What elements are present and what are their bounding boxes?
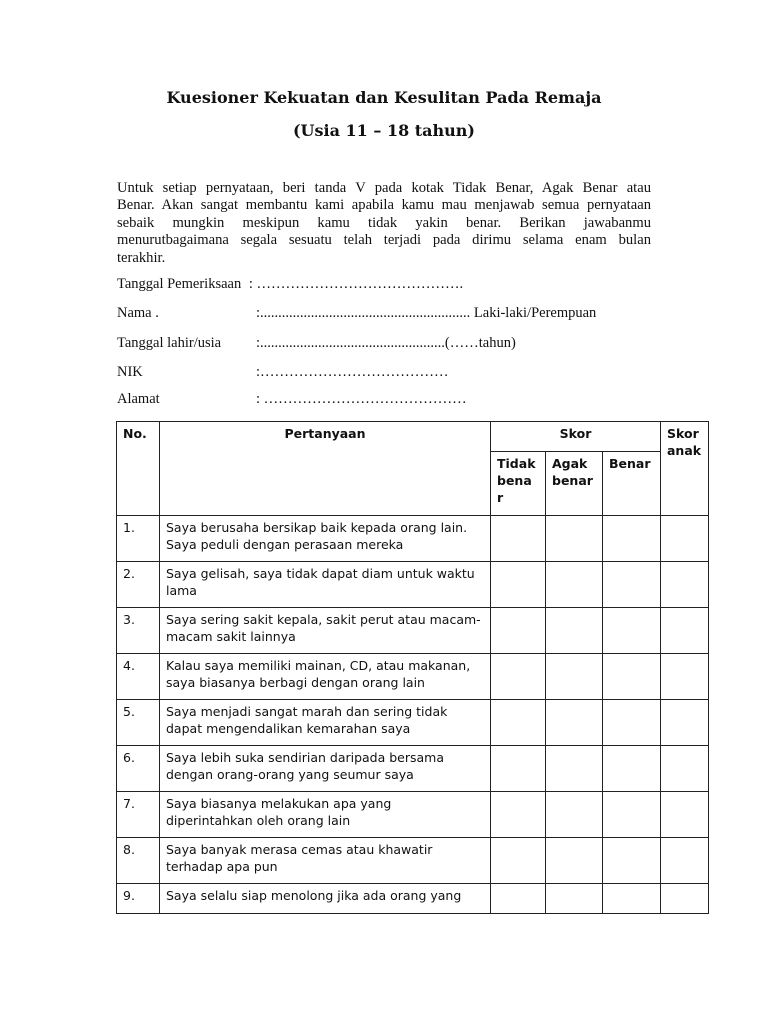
row-question	[160, 608, 491, 654]
header-somewhat-line: Agak	[552, 456, 588, 471]
child-score-cell[interactable]	[661, 700, 709, 746]
question-line: Saya banyak merasa cemas atau khawatir	[166, 842, 433, 857]
question-line: lama	[166, 583, 197, 598]
question-line: dapat mengendalikan kemarahan saya	[166, 721, 411, 736]
answer-cell-somewhat-true[interactable]	[546, 700, 603, 746]
field-label: Tanggal lahir/usia	[117, 335, 222, 351]
document-subtitle: (Usia 11 – 18 tahun)	[292, 121, 475, 140]
row-number: 5.	[117, 700, 160, 746]
questionnaire-table	[116, 421, 709, 914]
header-not-true-line: bena	[497, 473, 532, 488]
field-blank[interactable]: :.......................................................... Laki-laki/Perempuan	[256, 305, 597, 321]
question-line: macam sakit lainnya	[166, 629, 296, 644]
answer-cell-true[interactable]	[603, 516, 661, 562]
table-row	[117, 608, 709, 654]
row-number: 6.	[117, 746, 160, 792]
answer-cell-true[interactable]	[603, 608, 661, 654]
answer-cell-true[interactable]	[603, 746, 661, 792]
child-score-cell[interactable]	[661, 654, 709, 700]
table-row	[117, 562, 709, 608]
answer-cell-not-true[interactable]	[491, 562, 546, 608]
field-blank[interactable]: : ……………………………………	[256, 391, 467, 407]
answer-cell-not-true[interactable]	[491, 516, 546, 562]
answer-cell-somewhat-true[interactable]	[546, 516, 603, 562]
answer-cell-true[interactable]	[603, 654, 661, 700]
question-line: Saya berusaha bersikap baik kepada orang lain.	[166, 520, 468, 535]
table-row	[117, 516, 709, 562]
child-score-cell[interactable]	[661, 562, 709, 608]
row-number: 7.	[117, 792, 160, 838]
instructions-line: Untuk setiap pernyataan, beri tanda V pada kotak Tidak Benar, Agak Benar atau	[117, 180, 651, 196]
field-blank[interactable]: :…………………………………	[256, 364, 449, 380]
question-line: Saya biasanya melakukan apa yang	[166, 796, 392, 811]
answer-cell-not-true[interactable]	[491, 792, 546, 838]
row-number: 1.	[117, 516, 160, 562]
question-line: saya biasanya berbagi dengan orang lain	[166, 675, 425, 690]
row-number: 3.	[117, 608, 160, 654]
question-line: dengan orang-orang yang seumur saya	[166, 767, 414, 782]
question-line: Kalau saya memiliki mainan, CD, atau makanan,	[166, 658, 471, 673]
question-line: diperintahkan oleh orang lain	[166, 813, 351, 828]
field-exam-date[interactable]	[117, 276, 677, 293]
answer-cell-somewhat-true[interactable]	[546, 746, 603, 792]
child-score-cell[interactable]	[661, 516, 709, 562]
field-label: NIK	[117, 364, 143, 380]
answer-cell-somewhat-true[interactable]	[546, 562, 603, 608]
question-line: Saya lebih suka sendirian daripada bersama	[166, 750, 445, 765]
answer-cell-somewhat-true[interactable]	[546, 654, 603, 700]
row-number: 8.	[117, 838, 160, 884]
row-question	[160, 654, 491, 700]
row-question	[160, 700, 491, 746]
answer-cell-true[interactable]	[603, 792, 661, 838]
header-child-score	[661, 422, 709, 516]
row-number: 9.	[117, 884, 160, 914]
question-line: Saya sering sakit kepala, sakit perut atau macam-	[166, 612, 481, 627]
answer-cell-somewhat-true[interactable]	[546, 792, 603, 838]
child-score-cell[interactable]	[661, 792, 709, 838]
table-row	[117, 700, 709, 746]
instructions-line: Benar. Akan sangat membantu kami apabila kamu mau menjawab semua pernyataan	[117, 197, 651, 214]
question-line: Saya menjadi sangat marah dan sering tidak	[166, 704, 448, 719]
question-line: Saya gelisah, saya tidak dapat diam untuk waktu	[166, 566, 475, 581]
child-score-cell[interactable]	[661, 608, 709, 654]
answer-cell-true[interactable]	[603, 562, 661, 608]
header-not-true	[491, 452, 546, 516]
row-question	[160, 884, 491, 914]
header-child-score-line: Skor	[667, 426, 699, 441]
table-row	[117, 838, 709, 884]
header-question: Pertanyaan	[160, 422, 491, 516]
table-row	[117, 654, 709, 700]
row-question	[160, 562, 491, 608]
header-true: Benar	[603, 452, 661, 516]
field-blank[interactable]: : …………………………………….	[248, 276, 464, 292]
instructions-line: sebaik mungkin meskipun kamu tidak yakin benar. Berikan jawabanmu	[117, 214, 651, 231]
header-somewhat-true	[546, 452, 603, 516]
header-no: No.	[117, 422, 160, 516]
row-question	[160, 516, 491, 562]
instructions-line: menurutbagaimana segala sesuatu telah terjadi pada dirimu selama enam bulan	[117, 232, 651, 249]
answer-cell-not-true[interactable]	[491, 700, 546, 746]
header-child-score-line: anak	[667, 443, 702, 458]
answer-cell-true[interactable]	[603, 884, 661, 914]
table-header-row	[117, 422, 709, 452]
field-label: Nama .	[117, 305, 159, 321]
question-line: Saya selalu siap menolong jika ada orang yang	[166, 888, 462, 903]
table-row	[117, 884, 709, 914]
header-score: Skor	[491, 422, 661, 452]
header-not-true-line: Tidak	[497, 456, 536, 471]
answer-cell-not-true[interactable]	[491, 608, 546, 654]
answer-cell-not-true[interactable]	[491, 884, 546, 914]
answer-cell-somewhat-true[interactable]	[546, 884, 603, 914]
field-blank[interactable]: :...................................................(……tahun)	[256, 335, 516, 351]
row-number: 4.	[117, 654, 160, 700]
answer-cell-not-true[interactable]	[491, 838, 546, 884]
question-line: Saya peduli dengan perasaan mereka	[166, 537, 404, 552]
answer-cell-not-true[interactable]	[491, 654, 546, 700]
header-somewhat-line: benar	[552, 473, 593, 488]
row-question	[160, 838, 491, 884]
answer-cell-somewhat-true[interactable]	[546, 838, 603, 884]
table-row	[117, 746, 709, 792]
child-score-cell[interactable]	[661, 838, 709, 884]
row-question	[160, 792, 491, 838]
answer-cell-not-true[interactable]	[491, 746, 546, 792]
field-label: Alamat	[117, 391, 160, 407]
child-score-cell[interactable]	[661, 746, 709, 792]
header-not-true-line: r	[497, 490, 504, 505]
row-number: 2.	[117, 562, 160, 608]
child-score-cell[interactable]	[661, 884, 709, 914]
document-title: Kuesioner Kekuatan dan Kesulitan Pada Remaja	[166, 88, 602, 107]
field-label: Tanggal Pemeriksaan	[117, 276, 242, 292]
question-line: terhadap apa pun	[166, 859, 278, 874]
answer-cell-true[interactable]	[603, 838, 661, 884]
row-question	[160, 746, 491, 792]
instructions-paragraph	[117, 180, 651, 267]
table-row	[117, 792, 709, 838]
answer-cell-somewhat-true[interactable]	[546, 608, 603, 654]
answer-cell-true[interactable]	[603, 700, 661, 746]
instructions-line: terakhir.	[117, 249, 166, 266]
